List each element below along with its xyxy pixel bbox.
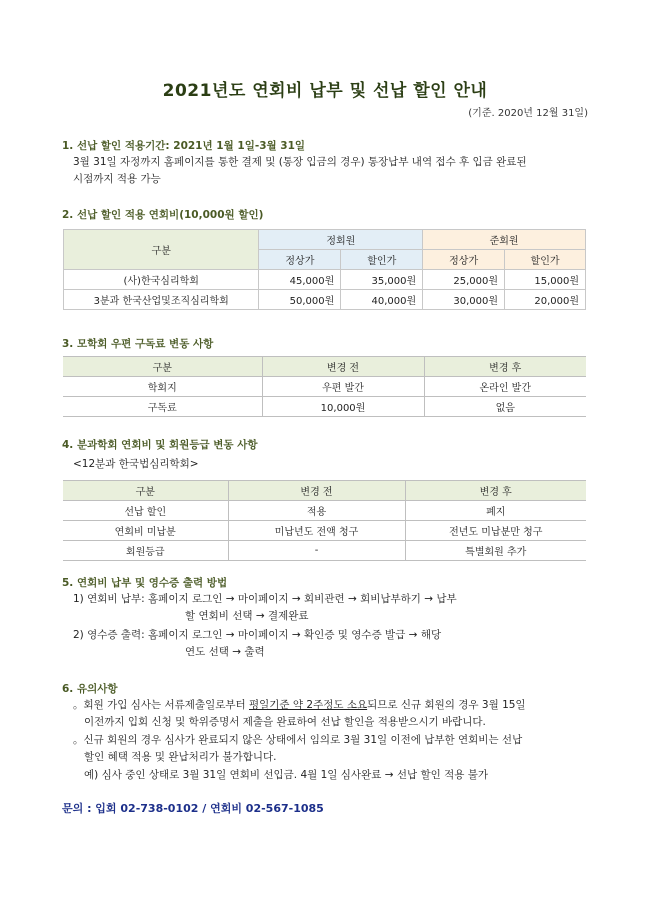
row-before: 미납년도 전액 청구	[228, 521, 405, 541]
note-1-line-1	[73, 697, 526, 714]
payment-method-line-2: 할 연회비 선택 → 결제완료	[185, 610, 309, 622]
payment-method-line-1: 1) 연회비 납부: 홈페이지 로그인 → 마이페이지 → 회비관련 → 회비납부하기 → 납부	[73, 593, 457, 605]
header-regular-normal-price: 정상가	[259, 250, 341, 270]
header-associate-discount-price: 할인가	[505, 250, 586, 270]
section-4-heading: 4. 분과학회 연회비 및 회원등급 변동 사항	[62, 439, 258, 451]
row-category: 선납 할인	[63, 501, 228, 521]
row-before: 10,000원	[262, 397, 424, 417]
cell-value: 20,000원	[505, 290, 586, 310]
table-row	[63, 501, 586, 521]
header-associate-member: 준회원	[423, 230, 586, 250]
note-2-example: 예) 심사 중인 상태로 3월 31일 연회비 선입금. 4월 1일 심사완료 → 선납 할인 적용 불가	[84, 769, 488, 781]
cell-value: 25,000원	[423, 270, 505, 290]
row-after: 없음	[424, 397, 586, 417]
row-after: 폐지	[405, 501, 586, 521]
cell-value: 30,000원	[423, 290, 505, 310]
base-date: (기준. 2020년 12월 31일)	[468, 108, 588, 119]
receipt-method-line-1: 2) 영수증 출력: 홈페이지 로그인 → 마이페이지 → 확인증 및 영수증 발급 → 해당	[73, 629, 442, 641]
note-2-line-2: 할인 혜택 적용 및 완납처리가 불가합니다.	[84, 751, 277, 763]
header-before: 변경 전	[228, 481, 405, 501]
row-name: (사)한국심리학회	[64, 270, 259, 290]
table-row	[63, 377, 586, 397]
cell-value: 40,000원	[341, 290, 423, 310]
cell-value: 45,000원	[259, 270, 341, 290]
header-after: 변경 후	[424, 357, 586, 377]
section-1-line-1: 3월 31일 자정까지 홈페이지를 통한 결제 및 (통장 입금의 경우) 통장납부 내역 접수 후 입금 완료된	[73, 156, 527, 168]
row-after: 전년도 미납분만 청구	[405, 521, 586, 541]
note-2-line-1: 。신규 회원의 경우 심사가 완료되지 않은 상태에서 임의로 3월 31일 이전에 납부한 연회비는 선납	[73, 734, 523, 746]
header-associate-normal-price: 정상가	[423, 250, 505, 270]
section-1-line-2: 시점까지 적용 가능	[73, 173, 161, 185]
header-regular-member: 정회원	[259, 230, 423, 250]
table-row	[64, 290, 586, 310]
section-3-heading: 3. 모학회 우편 구독료 변동 사항	[62, 338, 214, 350]
row-category: 연회비 미납분	[63, 521, 228, 541]
row-category: 구독료	[63, 397, 262, 417]
division-change-table	[63, 480, 586, 561]
row-before: 적용	[228, 501, 405, 521]
row-category: 회원등급	[63, 541, 228, 561]
cell-value: 35,000원	[341, 270, 423, 290]
cell-value: 50,000원	[259, 290, 341, 310]
header-before: 변경 전	[262, 357, 424, 377]
table-row	[63, 541, 586, 561]
row-after: 특별회원 추가	[405, 541, 586, 561]
table-row	[64, 270, 586, 290]
section-1-heading: 1. 선납 할인 적용기간: 2021년 1월 1일-3월 31일	[62, 140, 306, 152]
section-5-heading: 5. 연회비 납부 및 영수증 출력 방법	[62, 577, 228, 589]
discount-fee-table	[63, 229, 586, 310]
row-after: 온라인 발간	[424, 377, 586, 397]
header-after: 변경 후	[405, 481, 586, 501]
note-1-text-start: 。회원 가입 심사는 서류제출일로부터	[73, 699, 249, 711]
section-6-heading: 6. 유의사항	[62, 683, 118, 695]
row-before: 우편 발간	[262, 377, 424, 397]
note-1-line-2: 이전까지 입회 신청 및 학위증명서 제출을 완료하여 선납 할인을 적용받으시기 바랍니다.	[84, 716, 486, 728]
section-2-heading: 2. 선납 할인 적용 연회비(10,000원 할인)	[62, 209, 264, 221]
header-regular-discount-price: 할인가	[341, 250, 423, 270]
cell-value: 15,000원	[505, 270, 586, 290]
subscription-change-table	[63, 356, 586, 417]
section-4-subtitle: <12분과 한국법심리학회>	[73, 458, 199, 470]
contact-info: 문의 : 입회 02-738-0102 / 연회비 02-567-1085	[62, 802, 324, 815]
row-before: -	[228, 541, 405, 561]
table-row	[63, 397, 586, 417]
receipt-method-line-2: 연도 선택 → 출력	[185, 646, 265, 658]
row-category: 학회지	[63, 377, 262, 397]
header-category: 구분	[64, 230, 259, 270]
table-row	[63, 521, 586, 541]
header-category: 구분	[63, 357, 262, 377]
row-name: 3분과 한국산업및조직심리학회	[64, 290, 259, 310]
document-title: 2021년도 연회비 납부 및 선납 할인 안내	[162, 81, 488, 101]
note-1-underlined-text: 평일기준 약 2주정도 소요	[249, 699, 368, 711]
header-category: 구분	[63, 481, 228, 501]
note-1-text-end: 되므로 신규 회원의 경우 3월 15일	[367, 699, 526, 711]
